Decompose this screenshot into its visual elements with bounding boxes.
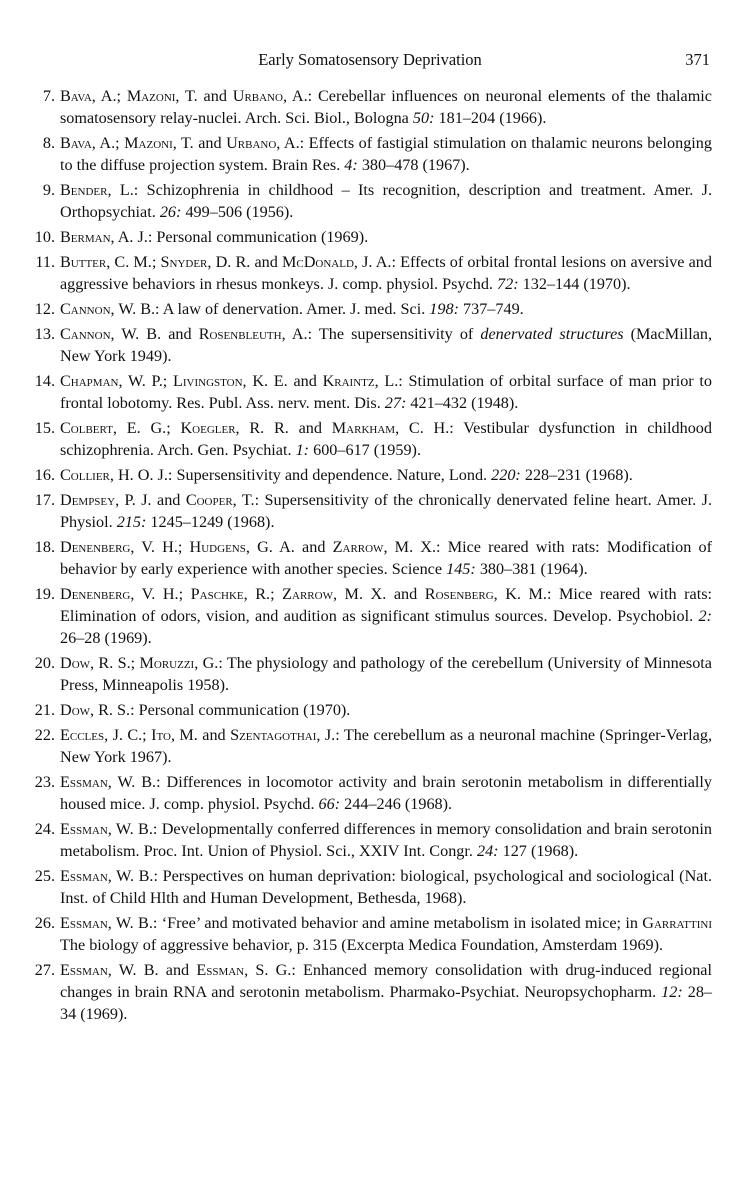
reference-segment: : Cerebellar influences on neuronal elements of the thalamic somatosensory relay-nuclei. Arch. Sci. Biol., Bologna <box>60 87 712 127</box>
reference-emphasis: 24: <box>476 842 499 860</box>
reference-segment: and <box>197 726 231 744</box>
reference-number: 14. <box>34 372 55 390</box>
reference-number: 9. <box>42 181 55 199</box>
reference-entry <box>30 818 712 862</box>
reference-author: Rosenberg, K. M. <box>424 585 547 603</box>
reference-segment: 127 (1968). <box>498 842 579 860</box>
reference-entry <box>30 724 712 768</box>
reference-segment: : The supersensitivity of <box>307 325 481 343</box>
reference-segment: and <box>288 419 332 437</box>
reference-entry <box>30 771 712 815</box>
reference-segment: 132–144 (1970). <box>518 275 631 293</box>
reference-number: 8. <box>42 134 55 152</box>
reference-list <box>30 85 712 1028</box>
reference-emphasis: 198: <box>429 300 459 318</box>
reference-number: 17. <box>34 491 55 509</box>
reference-text <box>60 298 712 320</box>
reference-segment: 181–204 (1966). <box>434 109 547 127</box>
reference-segment: : Mice reared with rats: Modification of behavior by early experience with another species. Science <box>60 538 713 578</box>
reference-text <box>60 771 712 815</box>
reference-number: 26. <box>34 914 55 932</box>
reference-text <box>60 724 712 768</box>
reference-segment: 737–749. <box>458 300 524 318</box>
reference-text <box>60 536 712 580</box>
reference-emphasis: 66: <box>318 795 341 813</box>
reference-number: 23. <box>34 773 55 791</box>
reference-emphasis: 72: <box>497 275 519 293</box>
reference-entry <box>30 179 712 223</box>
reference-author: Szentagothai, J. <box>230 726 336 744</box>
reference-segment: The biology of aggressive behavior, p. 315 (Excerpta Medica Foundation, Amsterdam 1969). <box>60 936 664 954</box>
reference-author: Bender, L. <box>60 181 134 199</box>
reference-segment: : Supersensitivity of the chronically denervated feline heart. Amer. J. Physiol. <box>60 491 712 531</box>
running-title: Early Somatosensory Deprivation <box>258 50 482 69</box>
reference-number: 10. <box>34 228 55 246</box>
reference-segment: 600–617 (1959). <box>309 441 421 459</box>
reference-segment: and <box>151 491 186 509</box>
reference-segment: : Supersensitivity and dependence. Nature, Lond. <box>167 466 492 484</box>
reference-number: 20. <box>34 654 55 672</box>
reference-text <box>60 179 712 223</box>
reference-emphasis: 215: <box>116 513 147 531</box>
reference-text <box>60 417 712 461</box>
reference-author: Denenberg, V. H.; Paschke, R.; Zarrow, M. X. <box>60 585 387 603</box>
reference-segment: : Personal communication (1969). <box>147 228 369 246</box>
reference-segment: : The cerebellum as a neuronal machine (Springer-Verlag, New York 1967). <box>60 726 713 766</box>
reference-author: Berman, A. J. <box>60 228 148 246</box>
reference-segment: : A law of denervation. Amer. J. med. Sci. <box>155 300 430 318</box>
reference-segment: and <box>294 538 333 556</box>
reference-text <box>60 652 712 696</box>
reference-text <box>60 226 712 248</box>
reference-text <box>60 699 712 721</box>
reference-segment: and <box>386 585 425 603</box>
reference-segment: : Perspectives on human deprivation: biological, psychological and sociological (Nat. Inst. of Child Hlth and Human Development, Bethesda, 1968). <box>60 867 712 907</box>
reference-segment: 28–34 (1969). <box>60 983 713 1023</box>
reference-segment: : Mice reared with rats: Elimination of odors, vision, and audition as significant stimulus sources. Develop. Psychobiol. <box>60 585 712 625</box>
reference-segment: and <box>197 87 233 105</box>
reference-author: Bava, A.; Mazoni, T. <box>60 87 198 105</box>
reference-author: Chapman, W. P.; Livingston, K. E. <box>60 372 288 390</box>
reference-emphasis: 12: <box>661 983 683 1001</box>
reference-segment: and <box>161 325 199 343</box>
reference-author: Essman, W. B. <box>60 773 157 791</box>
reference-segment: : Vestibular dysfunction in childhood schizophrenia. Arch. Gen. Psychiat. <box>60 419 712 459</box>
reference-number: 15. <box>34 419 55 437</box>
reference-author: Cannon, W. B. <box>60 325 162 343</box>
reference-segment: and <box>250 253 282 271</box>
reference-author: Urbano, A. <box>232 87 308 105</box>
reference-author: Urbano, A. <box>226 134 300 152</box>
reference-entry <box>30 370 712 414</box>
reference-author: Dempsey, P. J. <box>60 491 152 509</box>
reference-text <box>60 912 712 956</box>
reference-author: Dow, R. S. <box>60 701 131 719</box>
reference-segment: 26–28 (1969). <box>60 629 152 647</box>
reference-author: Essman, S. G. <box>196 961 292 979</box>
reference-entry <box>30 464 712 486</box>
reference-emphasis: 145: <box>446 560 476 578</box>
reference-number: 25. <box>34 867 55 885</box>
reference-entry <box>30 298 712 320</box>
reference-text <box>60 370 712 414</box>
reference-author: Essman, W. B. <box>60 961 159 979</box>
reference-author: Colbert, E. G.; Koegler, R. R. <box>60 419 289 437</box>
reference-author: Garrattini <box>642 914 712 932</box>
reference-emphasis: 26: <box>159 203 182 221</box>
reference-author: Eccles, J. C.; Ito, M. <box>60 726 198 744</box>
reference-segment: 244–246 (1968). <box>340 795 453 813</box>
reference-author: Essman, W. B. <box>60 914 153 932</box>
reference-segment: 380–478 (1967). <box>357 156 470 174</box>
reference-number: 21. <box>34 701 55 719</box>
reference-number: 13. <box>34 325 55 343</box>
reference-entry <box>30 912 712 956</box>
reference-emphasis: 2: <box>698 607 712 625</box>
reference-number: 18. <box>34 538 55 556</box>
reference-segment: : Stimulation of orbital surface of man prior to frontal lobotomy. Res. Publ. Ass. nerv. ment. Dis. <box>60 372 713 412</box>
reference-entry <box>30 323 712 367</box>
reference-emphasis: 1: <box>295 441 310 459</box>
reference-segment: : Effects of fastigial stimulation on thalamic neurons belonging to the diffuse projection system. Brain Res. <box>60 134 712 174</box>
reference-segment: : ‘Free’ and motivated behavior and amine metabolism in isolated mice; in <box>152 914 643 932</box>
reference-segment: : Personal communication (1970). <box>130 701 351 719</box>
reference-author: Denenberg, V. H.; Hudgens, G. A. <box>60 538 295 556</box>
reference-segment: 1245–1249 (1968). <box>146 513 275 531</box>
reference-text <box>60 959 712 1025</box>
reference-segment: 499–506 (1956). <box>181 203 294 221</box>
reference-entry <box>30 699 712 721</box>
page-number: 371 <box>685 50 710 69</box>
reference-text <box>60 818 712 862</box>
reference-entry <box>30 85 712 129</box>
reference-text <box>60 464 712 486</box>
reference-segment: and <box>158 961 197 979</box>
reference-emphasis: 27: <box>384 394 407 412</box>
reference-text <box>60 251 712 295</box>
reference-author: Zarrow, M. X. <box>332 538 437 556</box>
reference-entry <box>30 251 712 295</box>
reference-emphasis: 4: <box>344 156 358 174</box>
reference-segment: (MacMillan, New York 1949). <box>60 325 713 365</box>
reference-text <box>60 323 712 367</box>
reference-author: Rosenbleuth, A. <box>198 325 308 343</box>
reference-emphasis: 50: <box>412 109 435 127</box>
reference-author: Cooper, T. <box>185 491 255 509</box>
reference-segment: 228–231 (1968). <box>520 466 633 484</box>
reference-number: 16. <box>34 466 55 484</box>
reference-author: Markham, C. H. <box>331 419 450 437</box>
reference-number: 22. <box>34 726 55 744</box>
reference-text <box>60 865 712 909</box>
reference-entry <box>30 536 712 580</box>
reference-author: Collier, H. O. J. <box>60 466 168 484</box>
reference-segment: : Schizophrenia in childhood – Its recognition, description and treatment. Amer. J. Orthopsychiat. <box>60 181 712 221</box>
reference-emphasis: 220: <box>491 466 521 484</box>
reference-segment: : Enhanced memory consolidation with drug-induced regional changes in brain RNA and serotonin metabolism. Pharmako-Psychiat. Neuropsychopharm. <box>60 961 712 1001</box>
reference-entry <box>30 959 712 1025</box>
reference-author: Kraintz, L. <box>322 372 399 390</box>
reference-text <box>60 489 712 533</box>
reference-segment: 421–432 (1948). <box>406 394 519 412</box>
reference-segment: and <box>193 134 227 152</box>
reference-entry <box>30 226 712 248</box>
reference-entry <box>30 132 712 176</box>
reference-entry <box>30 417 712 461</box>
reference-segment: : Developmentally conferred differences in memory consolidation and brain serotonin metabolism. Proc. Int. Union of Physiol. Sci., XXIV Int. Congr. <box>60 820 712 860</box>
reference-text <box>60 85 712 129</box>
reference-segment: 380–381 (1964). <box>475 560 588 578</box>
running-header <box>30 50 710 72</box>
reference-author: Essman, W. B. <box>60 820 153 838</box>
reference-number: 11. <box>35 253 55 271</box>
reference-author: Cannon, W. B. <box>60 300 156 318</box>
reference-segment: and <box>287 372 323 390</box>
reference-entry <box>30 865 712 909</box>
reference-number: 19. <box>34 585 55 603</box>
reference-author: Butter, C. M.; Snyder, D. R. <box>60 253 251 271</box>
reference-author: Bava, A.; Mazoni, T. <box>60 134 194 152</box>
reference-segment: : Differences in locomotor activity and brain serotonin metabolism in differentially housed mice. J. comp. physiol. Psychd. <box>60 773 712 813</box>
reference-text <box>60 583 712 649</box>
reference-segment: : Effects of orbital frontal lesions on aversive and aggressive behaviors in rhesus monkeys. J. comp. physiol. Psychd. <box>60 253 712 293</box>
reference-entry <box>30 652 712 696</box>
reference-number: 27. <box>34 961 55 979</box>
reference-text <box>60 132 712 176</box>
reference-number: 7. <box>42 87 55 105</box>
reference-author: Essman, W. B. <box>60 867 154 885</box>
reference-entry <box>30 489 712 533</box>
reference-number: 12. <box>34 300 55 318</box>
reference-emphasis: denervated structures <box>480 325 624 343</box>
reference-segment: : The physiology and pathology of the cerebellum (University of Minnesota Press, Minneapolis 1958). <box>60 654 712 694</box>
reference-author: Dow, R. S.; Moruzzi, G. <box>60 654 219 672</box>
reference-number: 24. <box>34 820 55 838</box>
reference-entry <box>30 583 712 649</box>
reference-author: McDonald, J. A. <box>281 253 392 271</box>
